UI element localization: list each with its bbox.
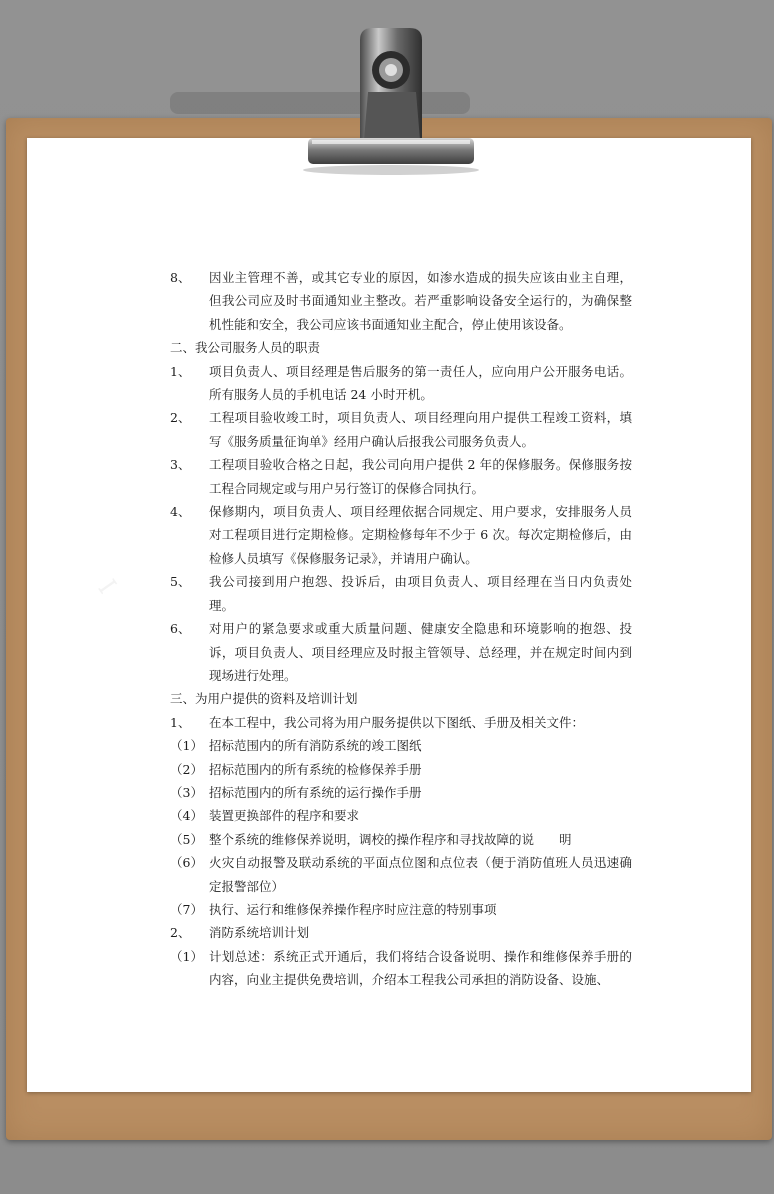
item-text: 消防系统培训计划 (209, 925, 310, 941)
item-number: 2、 (170, 925, 191, 941)
item-text: 招标范围内的所有消防系统的竣工图纸 (209, 738, 422, 754)
list-item (170, 617, 632, 687)
item-number: 2、 (170, 410, 191, 426)
list-item (170, 804, 632, 827)
list-item (170, 945, 632, 992)
item-number: 3、 (170, 457, 191, 473)
item-text: 我公司接到用户抱怨、投诉后，由项目负责人、项目经理在当日内负责处理。 (209, 574, 632, 613)
section-heading (170, 336, 632, 359)
list-item (170, 406, 632, 453)
item-number: （3） (170, 784, 203, 800)
section-heading-text: 二、我公司服务人员的职责 (170, 340, 321, 356)
item-number: （4） (170, 808, 203, 824)
list-item (170, 734, 632, 757)
item-number: （1） (170, 948, 203, 964)
item-text: 工程项目验收合格之日起，我公司向用户提供 2 年的保修服务。保修服务按工程合同规定或与用户另行签订的保修合同执行。 (209, 457, 632, 496)
item-text: 招标范围内的所有系统的运行操作手册 (209, 784, 422, 800)
document-page (27, 138, 751, 1092)
item-text: 工程项目验收竣工时，项目负责人、项目经理向用户提供工程竣工资料，填写《服务质量征询单》经用户确认后报我公司服务负责人。 (209, 410, 632, 449)
section-heading-text: 三、为用户提供的资料及培训计划 (170, 691, 358, 707)
item-number: 4、 (170, 504, 191, 520)
item-text: 项目负责人、项目经理是售后服务的第一责任人，应向用户公开服务电话。所有服务人员的手机电话 24 小时开机。 (209, 363, 632, 403)
list-item (170, 266, 632, 336)
item-number: （6） (170, 855, 203, 871)
item-number: （7） (170, 901, 203, 917)
item-number: 6、 (170, 621, 191, 637)
watermark: ꟷ (91, 569, 127, 606)
list-item (170, 851, 632, 898)
list-item (170, 921, 632, 944)
list-item (170, 898, 632, 921)
list-item (170, 828, 632, 851)
list-item (170, 500, 632, 570)
item-text: 因业主管理不善，或其它专业的原因，如渗水造成的损失应该由业主自理，但我公司应及时书面通知业主整改。若严重影响设备安全运行的，为确保整机性能和安全，我公司应该书面通知业主配合，停止使用该设备。 (209, 270, 632, 332)
item-text: 在本工程中，我公司将为用户服务提供以下图纸、手册及相关文件： (209, 714, 585, 730)
list-item (170, 711, 632, 734)
item-number: 5、 (170, 574, 191, 590)
item-number: （2） (170, 761, 203, 777)
item-text: 装置更换部件的程序和要求 (209, 808, 360, 824)
list-item (170, 453, 632, 500)
item-number: 1、 (170, 714, 191, 730)
item-text: 火灾自动报警及联动系统的平面点位图和点位表（便于消防值班人员迅速确定报警部位） (209, 855, 632, 894)
item-text: 保修期内，项目负责人、项目经理依据合同规定、用户要求，安排服务人员对工程项目进行定期检修。定期检修每年不少于 6 次。每次定期检修后，由检修人员填写《保修服务记录》，并请用户确认。 (209, 504, 632, 566)
item-number: 8、 (170, 270, 191, 285)
list-item (170, 758, 632, 781)
list-item (170, 781, 632, 804)
list-item (170, 360, 632, 407)
list-item (170, 570, 632, 617)
item-text: 计划总述：系统正式开通后，我们将结合设备说明、操作和维修保养手册的内容，向业主提供免费培训，介绍本工程我公司承担的消防设备、设施、 (209, 948, 632, 988)
item-text: 对用户的紧急要求或重大质量问题、健康安全隐患和环境影响的抱怨、投诉，项目负责人、项目经理应及时报主管领导、总经理，并在规定时间内到现场进行处理。 (209, 621, 632, 683)
item-number: （5） (170, 831, 203, 847)
item-text: 整个系统的维修保养说明，调校的操作程序和寻找故障的说 明 (209, 831, 572, 847)
item-number: 1、 (170, 363, 191, 379)
item-text: 招标范围内的所有系统的检修保养手册 (209, 761, 422, 777)
section-heading (170, 687, 632, 710)
item-text: 执行、运行和维修保养操作程序时应注意的特别事项 (209, 901, 497, 917)
document-body (170, 266, 632, 992)
item-number: （1） (170, 738, 203, 754)
